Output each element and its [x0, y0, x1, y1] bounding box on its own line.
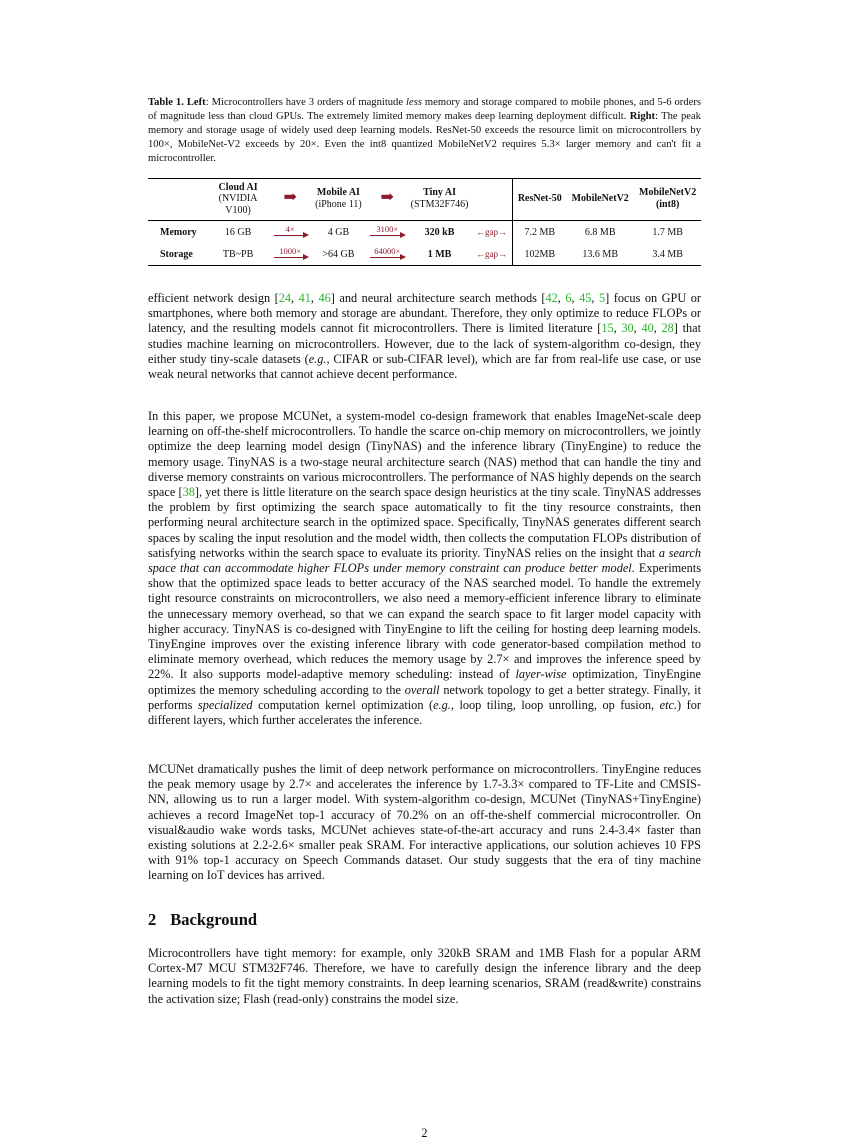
text-emphasis: overall — [404, 682, 440, 697]
text: , CIFAR or sub-CIFAR level), which are far from real-life use case, or use weak neural networks that cannot achieve decent performance. — [148, 351, 701, 382]
text-emphasis: e.g. — [308, 351, 327, 366]
text: , loop tiling, loop unrolling, op fusion, — [450, 697, 660, 712]
table-cell: 7.2 MB — [513, 221, 566, 244]
table-row — [148, 221, 701, 244]
header-mobile-sub: (iPhone 11) — [315, 198, 362, 210]
citation-link[interactable]: 5 — [598, 291, 606, 305]
row-label: Storage — [148, 243, 206, 266]
header-mobilenetv2-int8 — [634, 178, 701, 221]
text: ) for different layers, which further accelerates the inference. — [148, 697, 701, 728]
arrow-right-icon: ➡ — [380, 189, 394, 207]
gap-marker: ←gap→ — [471, 243, 513, 266]
text-emphasis: specialized — [197, 697, 253, 712]
citation-link[interactable]: 15 — [601, 321, 614, 336]
ratio-label: 1000× — [279, 245, 302, 256]
header-resnet: ResNet-50 — [513, 178, 566, 221]
citation-link[interactable]: 30 — [621, 321, 634, 336]
section-number: 2 — [148, 910, 157, 929]
header-mobilenetv2-int8-label: MobileNetV2 — [639, 187, 697, 199]
memory-table — [148, 178, 701, 267]
paragraph-background: Microcontrollers have tight memory: for example, only 320kB SRAM and 1MB Flash for a popular ARM Cortex-M7 MCU STM32F746. Therefore, we have to carefully design the inference library and the deep learning models to fit the tight memory constraints. In deep learning scenarios, SRAM (read&write) constrains the activation size; Flash (read-only) constrains the model size. — [148, 946, 701, 1006]
caption-text: memory and storage compared to mobile phones, and 5-6 orders of magnitude less than cloud GPUs. The extremely limited memory makes deep learning deployment difficult. — [148, 97, 701, 122]
text: In this paper, we propose MCUNet, a system-model co-design framework that enables ImageNet-scale deep learning on off-the-shelf microcontrollers. To handle the scarce on-chip memory on microcontrollers, we jointly optimize the deep learning model design (TinyNAS) and the inference library (TinyEngine) to reduce the memory usage. TinyNAS is a two-stage neural architecture search (NAS) method that can handle the tiny and diverse memory constraints on various microcontrollers. The performance of NAS highly depends on the search space [ — [148, 409, 701, 500]
text-emphasis: a search space that can accommodate higher FLOPs under memory constraint can produce better model — [148, 545, 701, 576]
text: ], yet there is little literature on the search space design heuristics at the tiny scale. TinyNAS addresses the problem by first optimizing the search space automatically to fit the tiny resource constraints, then performing neural architecture search in the optimized space. Specifically, TinyNAS generates different search spaces by scaling the input resolution and the model width, then collects the computation FLOPs distribution of satisfying networks within the search space to evaluate its priority. TinyNAS relies on the insight that — [148, 485, 701, 560]
citation-link[interactable]: 41 — [298, 291, 311, 305]
table-cell: 13.6 MB — [566, 243, 634, 266]
table-cell: 1 MB — [408, 243, 470, 266]
text: optimization, TinyEngine optimizes the memory scheduling according to the — [148, 667, 702, 697]
ratio-arrow — [270, 221, 311, 244]
text: ] focus on GPU or smartphones, where both memory and storage are abundant. Therefore, they only optimize to reduce FLOPs or latency, and the resulting models cannot fit microcontrollers. There is limited literature [ — [148, 291, 701, 336]
citation-link[interactable]: 40 — [641, 321, 654, 336]
text-emphasis: layer-wise — [515, 667, 567, 682]
caption-right-label: Right — [629, 110, 656, 122]
header-mobile — [311, 178, 366, 221]
table-cell: 16 GB — [224, 226, 252, 238]
ratio-arrow — [366, 243, 408, 266]
ratio-arrow — [270, 243, 311, 266]
paragraph-related-work: efficient network design [24, 41, 46] and neural architecture search methods [42, 6, 45, 5] focus on GPU or smartphones, where both memory and storage are abundant. Therefore, they only optimize to reduce FLOPs or latency, and the resulting models cannot fit microcontrollers. There is limited literature [15, 30, 40, 28] that studies machine learning on microcontrollers. However, due to the lack of system-algorithm co-design, they either study tiny-scale datasets (e.g., CIFAR or sub-CIFAR level), which are far from real-life use case, or use weak neural networks that cannot achieve decent performance. — [148, 291, 702, 382]
header-tiny-label: Tiny AI — [423, 187, 456, 199]
section-title: Background — [170, 910, 258, 929]
header-cloud-label: Cloud AI — [218, 181, 258, 193]
table-cell: 4 GB — [327, 226, 350, 238]
ratio-label: 4× — [285, 223, 295, 234]
text: ] and neural architecture search methods [ — [330, 291, 546, 305]
arrow-right-icon: ➡ — [283, 189, 297, 207]
citation-link[interactable]: 42 — [545, 291, 558, 305]
citation-link[interactable]: 45 — [579, 291, 592, 305]
citation-link[interactable]: 28 — [661, 321, 674, 336]
text: ] that studies machine learning on microcontrollers. However, due to the lack of system-algorithm co-design, they either study tiny-scale datasets ( — [148, 321, 702, 366]
text: efficient network design [ — [148, 291, 279, 305]
table-cell: 3.4 MB — [634, 243, 701, 266]
table-caption — [148, 96, 701, 166]
text: . Experiments show that the optimized space leads to better accuracy of the NAS searched model. To handle the extremely tight resource constraints on microcontrollers, we also need a memory-efficient inference library to eliminate the unnecessary memory overhead, so that we can expand the search space to fit larger model capacity with higher accuracy. TinyNAS is co-designed with TinyEngine to lift the ceiling for hosting deep learning models. TinyEngine improves over the existing inference library with code generator-based compilation method to eliminate memory overhead, which reduces the memory usage by 2.7× and improves the inference speed by 22%. It also supports model-adaptive memory scheduling: instead of — [148, 561, 701, 682]
text: network topology to get a better strategy. Finally, it performs — [148, 682, 701, 712]
table-cell: 320 kB — [424, 226, 455, 238]
gap-label: gap — [485, 226, 499, 237]
header-tiny — [408, 178, 470, 221]
table-cell: 102MB — [513, 243, 566, 266]
header-mobilenetv2: MobileNetV2 — [566, 178, 634, 221]
caption-label: Table 1. — [148, 97, 184, 108]
gap-label: gap — [485, 248, 499, 259]
page-number: 2 — [421, 1126, 428, 1140]
arrow-line — [370, 235, 404, 236]
citation-link[interactable]: 38 — [182, 485, 195, 500]
row-label: Memory — [160, 226, 197, 238]
header-tiny-sub: (STM32F746) — [410, 198, 469, 210]
caption-left-label: Left — [186, 97, 206, 108]
text-emphasis: etc. — [659, 697, 678, 712]
ratio-label: 3100× — [376, 223, 399, 234]
text: computation kernel optimization ( — [252, 697, 434, 712]
paper-page — [148, 96, 702, 1140]
table-row — [148, 243, 701, 266]
table-header-row — [148, 178, 701, 221]
text-emphasis: e.g. — [433, 697, 451, 712]
gap-marker: ←gap→ — [476, 226, 508, 237]
header-mobile-label: Mobile AI — [316, 187, 360, 199]
citation-link[interactable]: 24 — [278, 291, 292, 305]
table-cell: 6.8 MB — [584, 226, 616, 238]
caption-text: : Microcontrollers have 3 orders of magnitude — [205, 97, 407, 108]
paragraph-results: MCUNet dramatically pushes the limit of deep network performance on microcontrollers. TinyEngine reduces the peak memory usage by 2.7× and accelerates the inference by 1.7-3.3× compared to TF-Lite and CMSIS-NN, allowing us to run a larger model. With system-algorithm co-design, MCUNet (TinyNAS+TinyEngine) achieves a record ImageNet top-1 accuracy of 70.2% on an off-the-shelf commercial microcontroller. On visual&audio wake words tasks, MCUNet achieves state-of-the-art accuracy and runs 2.4-3.4× faster than existing solutions at 2.2-2.6× smaller peak SRAM. For interactive applications, our solution achieves 10 FPS with 91% top-1 accuracy on Speech Commands dataset. Our study suggests that the era of tiny machine learning on IoT devices has arrived. — [148, 762, 701, 883]
arrow-line — [274, 235, 307, 236]
ratio-label: 64000× — [374, 245, 401, 256]
table-cell: >64 GB — [311, 243, 366, 266]
header-mobilenetv2-int8-sub: (int8) — [655, 198, 680, 210]
table-cell: TB~PB — [206, 243, 269, 266]
caption-text: : The peak memory and storage usage of widely used deep learning models. ResNet-50 exceeds the resource limit on microcontrollers by 100×, MobileNet-V2 exceeds by 20×. Even the int8 quantized MobileNetV2 requires 5.3× larger memory and can't fit a microcontroller. — [148, 110, 701, 164]
arrow-line — [370, 257, 404, 258]
header-cloud — [206, 178, 269, 221]
section-heading — [148, 910, 257, 930]
caption-emphasis: less — [406, 97, 422, 108]
table-cell: 1.7 MB — [652, 226, 683, 238]
arrow-line — [274, 257, 307, 258]
ratio-arrow — [366, 221, 408, 244]
paragraph-proposal — [148, 409, 701, 728]
citation-link[interactable]: 6 — [565, 291, 572, 305]
citation-link[interactable]: 46 — [318, 291, 331, 305]
header-cloud-sub: (NVIDIA V100) — [218, 193, 258, 216]
